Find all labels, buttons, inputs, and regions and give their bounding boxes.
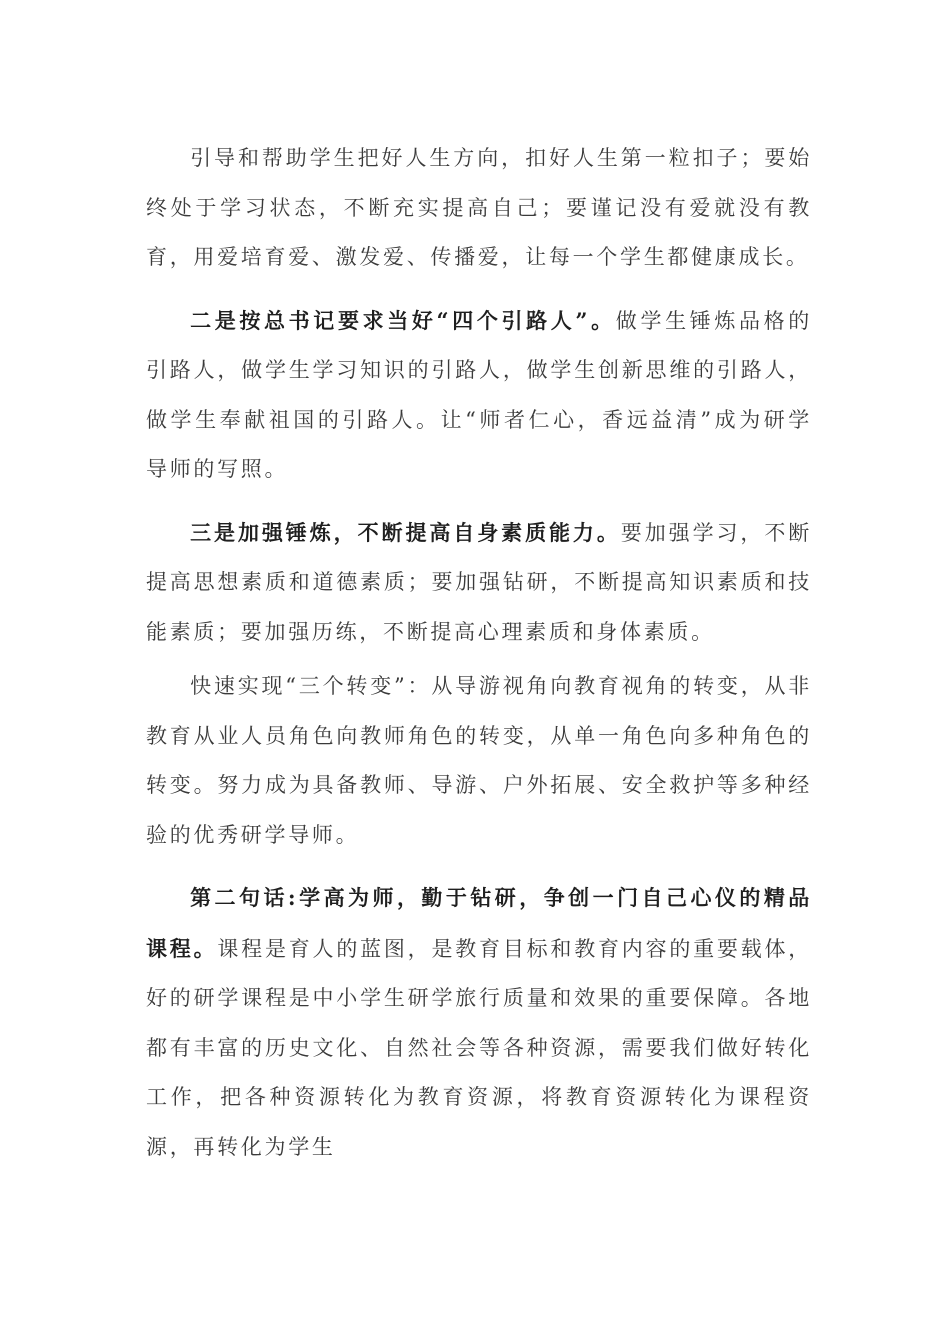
paragraph-3-text: 要加强学习，不断提高思想素质和道德素质；要加强钻研，不断提高知识素质和技能素质；要加强历练，不断提高心理素质和身体素质。 — [146, 520, 812, 644]
paragraph-1 — [146, 134, 812, 283]
paragraph-3 — [146, 508, 812, 658]
paragraph-4-text: 快速实现“三个转变”：从导游视角向教育视角的转变，从非教育从业人员角色向教师角色的转变，从单一角色向多种角色的转变。努力成为具备教师、导游、户外拓展、安全救护等多种经验的优秀研学导师。 — [146, 674, 812, 847]
paragraph-4 — [146, 662, 812, 860]
paragraph-1-text: 引导和帮助学生把好人生方向，扣好人生第一粒扣子；要始终处于学习状态，不断充实提高自己；要谨记没有爱就没有教育，用爱培育爱、激发爱、传播爱，让每一个学生都健康成长。 — [146, 146, 812, 269]
document-body — [146, 134, 812, 1172]
paragraph-2-heading: 二是按总书记要求当好“四个引路人”。 — [190, 307, 616, 333]
paragraph-5-text: 课程是育人的蓝图，是教育目标和教育内容的重要载体，好的研学课程是中小学生研学旅行质量和效果的重要保障。各地都有丰富的历史文化、自然社会等各种资源，需要我们做好转化工作，把各种资源转化为教育资源，将教育资源转化为课程资源，再转化为学生 — [146, 936, 812, 1159]
paragraph-2-text: 做学生锤炼品格的引路人，做学生学习知识的引路人，做学生创新思维的引路人，做学生奉献祖国的引路人。让“师者仁心，香远益清”成为研学导师的写照。 — [146, 308, 812, 481]
paragraph-3-heading: 三是加强锤炼，不断提高自身素质能力。 — [190, 519, 621, 545]
paragraph-5 — [146, 873, 812, 1172]
paragraph-5-heading: 第二句话:学高为师，勤于钻研，争创一门自己心仪的精品课程。 — [146, 885, 812, 961]
paragraph-2 — [146, 296, 812, 495]
